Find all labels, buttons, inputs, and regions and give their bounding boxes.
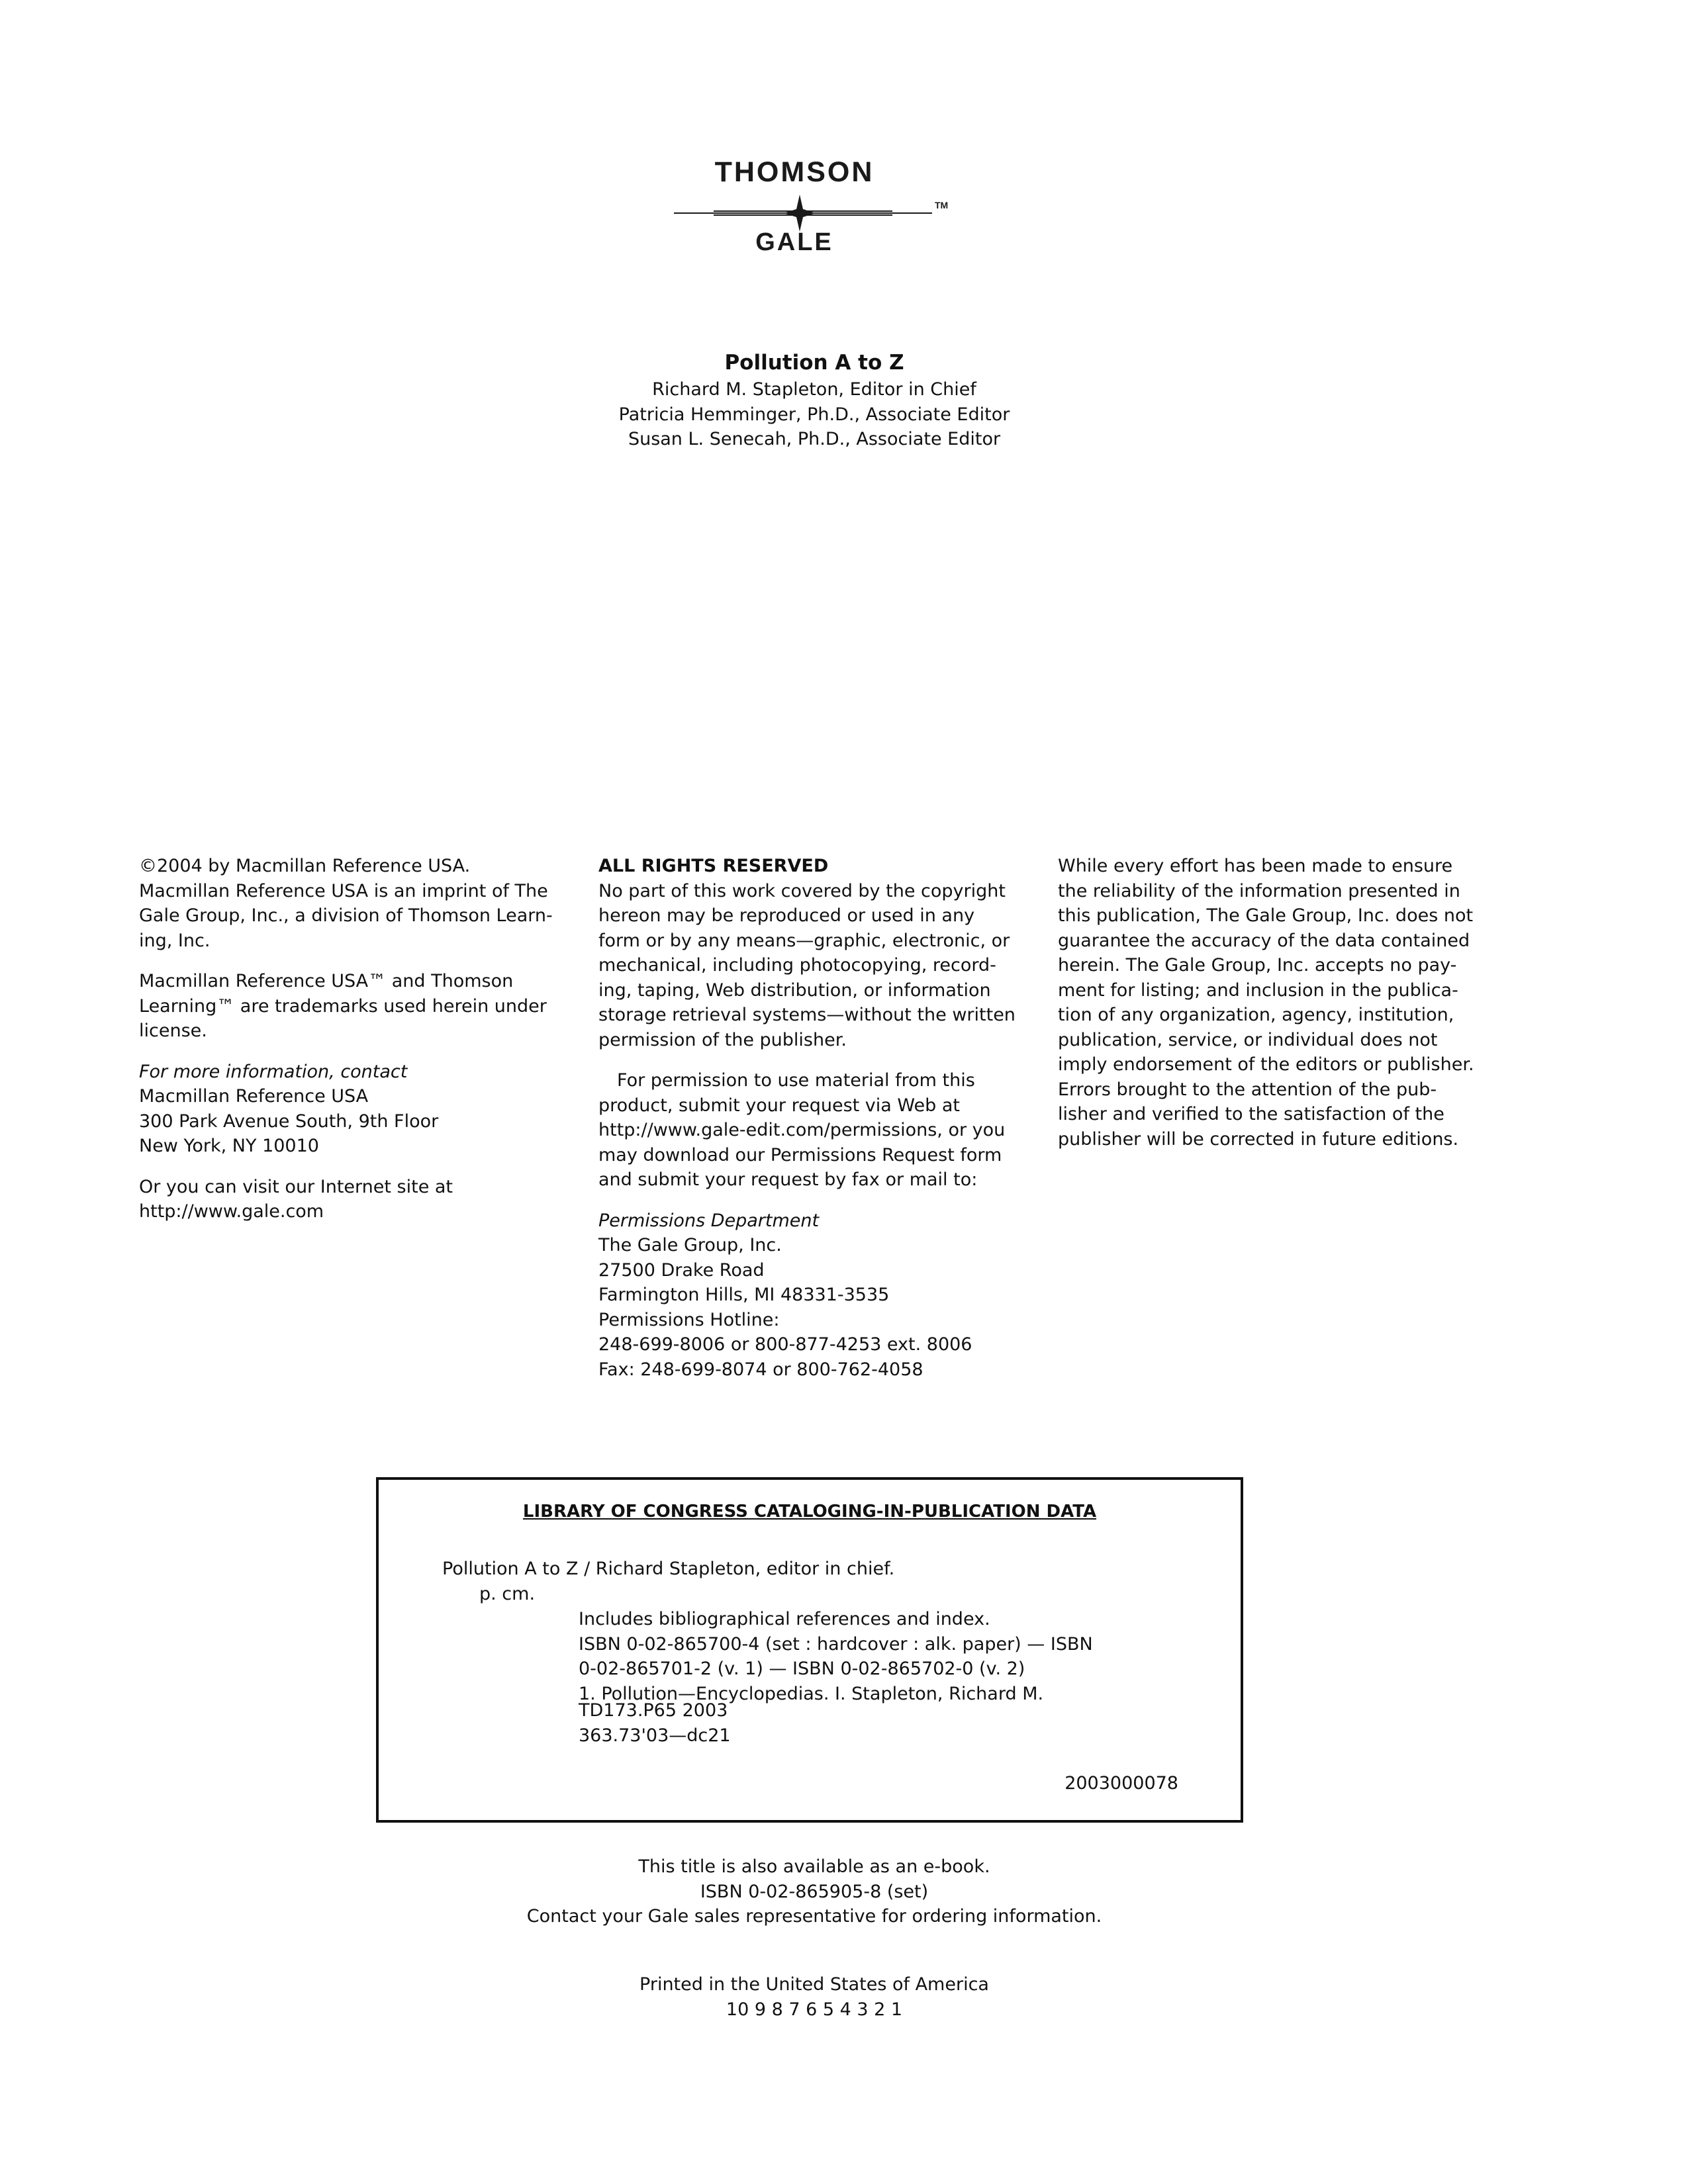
text-line: While every effort has been made to ensure [1058,856,1453,876]
rights-paragraph [598,854,1029,1052]
text-line: hereon may be reproduced or used in any [598,905,975,926]
text-line: 248-699-8006 or 800-877-4253 ext. 8006 [598,1334,972,1355]
trademark-paragraph [139,969,569,1044]
text-line: ing, Inc. [139,930,211,951]
editor-associate-2: Susan L. Senecah, Ph.D., Associate Editor [628,429,1001,449]
text-line: publisher will be corrected in future editions. [1058,1128,1459,1150]
cataloging-main-entry: Pollution A to Z / Richard Stapleton, editor in chief. [442,1559,895,1579]
permissions-address [598,1208,1029,1383]
logo-trademark: TM [935,200,949,210]
text-line: Learning™ are trademarks used herein under [139,995,547,1017]
text-line: 300 Park Avenue South, 9th Floor [139,1111,439,1132]
contact-paragraph [139,1060,569,1159]
text-line: New York, NY 10010 [139,1136,319,1156]
text-line: 27500 Drake Road [598,1259,765,1281]
cataloging-notes [579,1607,1093,1706]
permissions-dept-label: Permissions Department [598,1210,820,1231]
cataloging-control-number: 2003000078 [1064,1773,1178,1794]
text-line: this publication, The Gale Group, Inc. does not [1058,905,1474,926]
rights-heading: ALL RIGHTS RESERVED [598,856,829,876]
text-line: ©2004 by Macmillan Reference USA. [139,856,471,876]
text-line: may download our Permissions Request form [598,1144,1002,1165]
text-line: Contact your Gale sales representative for ordering information. [526,1906,1102,1927]
text-line: Permissions Hotline: [598,1309,780,1330]
editor-chief: Richard M. Stapleton, Editor in Chief [652,379,976,400]
text-line: This title is also available as an e-book. [638,1856,990,1877]
text-line: lisher and verified to the satisfaction of the [1058,1104,1444,1124]
text-line: license. [139,1021,207,1041]
rights-column [598,854,1029,1398]
logo-thomson-text: THOMSON [714,156,875,188]
text-line: permission of the publisher. [598,1029,847,1050]
text-line: Or you can visit our Internet site at [139,1176,453,1197]
text-line: product, submit your request via Web at [598,1095,960,1116]
editor-associate-1: Patricia Hemminger, Ph.D., Associate Editor [618,404,1010,425]
text-line: guarantee the accuracy of the data contained [1058,930,1470,951]
disclaimer-column [1058,854,1495,1167]
printing-line: 10 9 8 7 6 5 4 3 2 1 [726,1999,903,2020]
text-line: Macmillan Reference USA is an imprint of The [139,880,548,901]
permissions-url-line[interactable]: http://www.gale-edit.com/permissions, or you [598,1120,1006,1140]
copyright-paragraph [139,854,569,953]
text-line: and submit your request by fax or mail to: [598,1169,978,1190]
cataloging-heading: LIBRARY OF CONGRESS CATALOGING-IN-PUBLICATION DATA [522,1502,1097,1522]
contact-label: For more information, contact [139,1061,408,1082]
text-line: 1. Pollution—Encyclopedias. I. Stapleton, Richard M. [579,1683,1044,1704]
text-line: The Gale Group, Inc. [598,1235,782,1255]
cataloging-classification [579,1698,731,1748]
cataloging-data-box [376,1477,1243,1823]
ebook-notice [0,1854,1629,1929]
text-line: Macmillan Reference USA [139,1086,369,1107]
text-line: storage retrieval systems—without the written [598,1005,1016,1025]
text-line: tion of any organization, agency, institution, [1058,1005,1454,1025]
text-line: Includes bibliographical references and index. [579,1609,990,1629]
text-line: publication, service, or individual does not [1058,1029,1438,1050]
text-line: mechanical, including photocopying, record- [598,955,996,976]
cataloging-physical-desc: p. cm. [479,1584,536,1604]
text-line: ISBN 0-02-865700-4 (set : hardcover : alk. paper) — ISBN [579,1633,1093,1655]
disclaimer-paragraph [1058,854,1495,1152]
text-line: TD173.P65 2003 [579,1700,728,1721]
copyright-column [139,854,569,1240]
text-line: the reliability of the information presented in [1058,880,1460,901]
printed-in: Printed in the United States of America [639,1974,989,1995]
text-line: form or by any means—graphic, electronic, or [598,930,1010,951]
website-link[interactable]: http://www.gale.com [139,1201,324,1222]
text-line: 363.73'03—dc21 [579,1725,731,1746]
text-line: Macmillan Reference USA™ and Thomson [139,971,514,991]
book-title: Pollution A to Z [724,351,904,375]
text-line: Farmington Hills, MI 48331-3535 [598,1285,890,1305]
text-line: Fax: 248-699-8074 or 800-762-4058 [598,1359,923,1380]
text-line: ment for listing; and inclusion in the publica- [1058,979,1458,1001]
text-line: ing, taping, Web distribution, or information [598,979,991,1001]
printing-info [0,1972,1629,2022]
logo-gale-text: GALE [755,228,833,256]
website-paragraph [139,1175,569,1224]
text-line: Gale Group, Inc., a division of Thomson Learn- [139,905,553,926]
publisher-logo [669,152,960,265]
text-line: 0-02-865701-2 (v. 1) — ISBN 0-02-865702-0 (v. 2) [579,1659,1025,1679]
text-line: ISBN 0-02-865905-8 (set) [700,1881,929,1902]
text-line: herein. The Gale Group, Inc. accepts no pay- [1058,955,1457,976]
title-block [0,348,1629,452]
permission-paragraph [598,1068,1029,1193]
text-line: imply endorsement of the editors or publisher. [1058,1054,1474,1075]
text-line: For permission to use material from this [617,1070,975,1091]
text-line: Errors brought to the attention of the pub- [1058,1079,1437,1100]
text-line: No part of this work covered by the copyright [598,880,1006,901]
